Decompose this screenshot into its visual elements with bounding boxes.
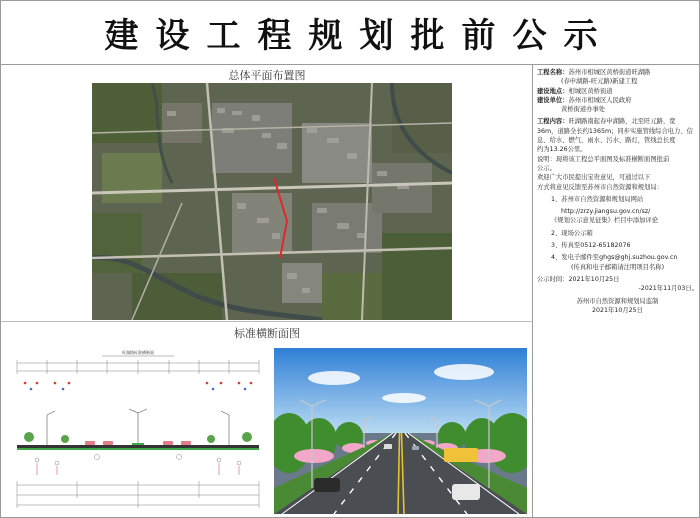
notice-text-panel: [534, 65, 700, 518]
content-line-2: 36m，道路全长约1365m；同步实施管线综合电力、信: [537, 127, 693, 135]
aerial-map-svg: [92, 83, 452, 320]
header: [1, 1, 700, 65]
supervisor-text: 苏州市自然资源和规划局监制: [576, 297, 659, 305]
method-note: (传真和电子邮箱请注明项目名称): [570, 263, 665, 271]
website-note: 《规划公示意见征集》栏目中添加评论: [551, 217, 659, 225]
website-url[interactable]: http://zrzy.jiangsu.gov.cn/sz/: [561, 208, 651, 216]
drawings-panel: [1, 65, 533, 518]
method-item-fax: 3、传真至0512-65182076: [551, 242, 631, 250]
content-key: 工程内容：: [537, 118, 569, 126]
issue-date: 2021年10月25日: [592, 306, 643, 314]
project-name-key: 工程名称：: [537, 69, 569, 76]
location-key: 建设地点：: [537, 87, 569, 95]
content-line-3: 息、给水、燃气、雨水、污水、路灯，管线总长度: [537, 137, 676, 145]
location-value: 相城区黄桥街道: [568, 87, 613, 95]
unit-line-1: 苏州市相城区人民政府: [568, 96, 632, 104]
note-line-2: 公示。: [537, 164, 556, 172]
method-item-website: 1、苏州市自然资源和规划局网站: [551, 195, 644, 203]
content-line-1: 旺湖路南起春申湖路，北至旺元路，宽: [568, 118, 676, 126]
project-name-line-1: 苏州市相城区黄桥街道旺湖路: [568, 69, 651, 76]
drawing-label: 旺湖路标准横断面: [122, 350, 154, 355]
cross-section-drawing: [7, 345, 269, 513]
note-line-1: 说明：现将该工程总平面图及标准横断面图批前: [537, 155, 670, 163]
methods-text: 方式将意见反馈至苏州市自然资源和规划局：: [537, 183, 663, 191]
method-item-email[interactable]: 4、发电子邮件至ghgs@ghj.suzhou.gov.cn: [551, 254, 678, 262]
road-rendering-image: [274, 348, 527, 514]
period-end: -2021年11月03日。: [638, 285, 698, 293]
cross-section-title: 标准横断面图: [234, 327, 300, 340]
page-title: 建设工程规划批前公示: [104, 16, 615, 56]
aerial-site-plan-image: [92, 83, 452, 320]
content-line-4: 约为13.26公里。: [537, 146, 587, 154]
section-divider: [1, 321, 533, 322]
unit-line-2: 黄桥街道办事处: [561, 106, 606, 114]
welcome-text: 欢迎广大市民提出宝贵意见，可通过以下: [537, 174, 651, 182]
project-name-line-2: (春申湖路-旺元路)新建工程: [561, 78, 638, 86]
site-plan-title: 总体平面布置图: [228, 69, 306, 82]
period-start: 公示时间：2021年10月25日: [537, 275, 620, 283]
unit-key: 建设单位：: [537, 96, 569, 104]
method-item-box: 2、现场公示箱: [551, 229, 593, 237]
